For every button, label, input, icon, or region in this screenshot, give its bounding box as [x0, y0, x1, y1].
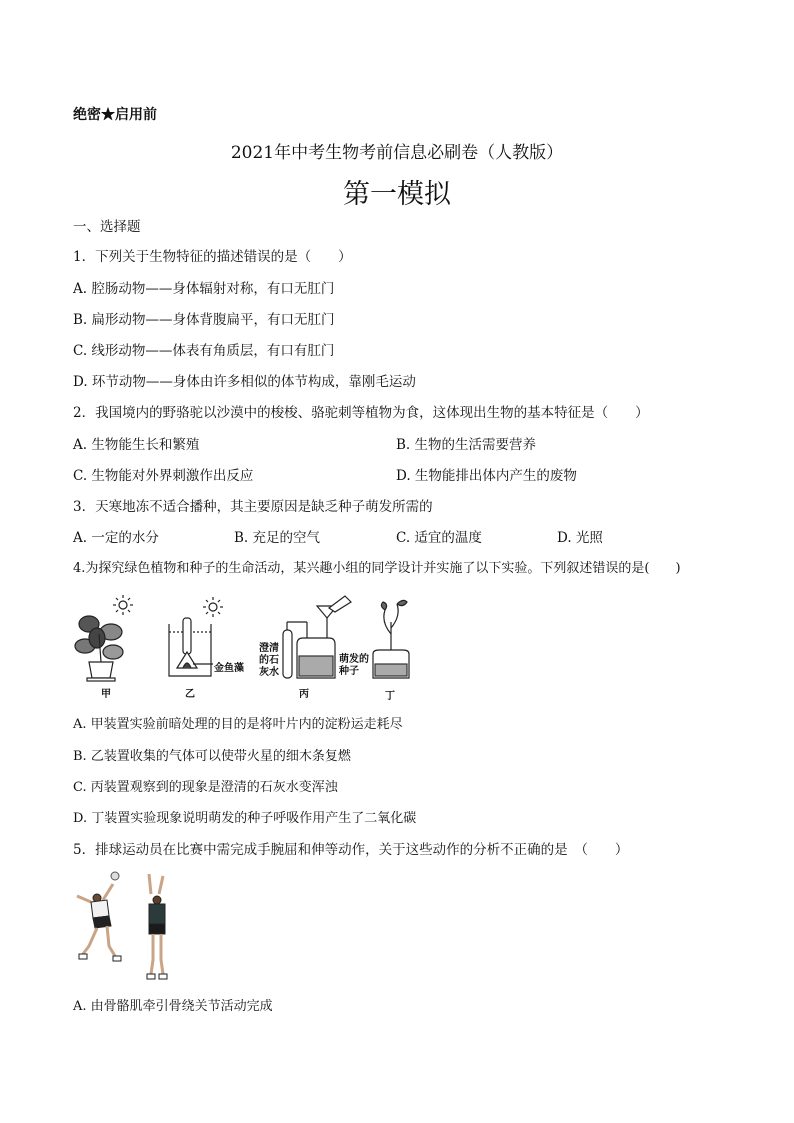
player-1: [77, 884, 121, 961]
experiment-figure: [73, 594, 418, 702]
question-2-stem: 2．我国境内的野骆驼以沙漠中的梭梭、骆驼刺等植物为食，这体现出生物的基本特征是（ ）: [73, 405, 649, 421]
question-3-option-d: D. 光照: [557, 530, 603, 546]
question-2-option-b: B. 生物的生活需要营养: [396, 437, 537, 453]
question-1-stem: 1．下列关于生物特征的描述错误的是（ ）: [73, 249, 352, 265]
question-3-option-b: B. 充足的空气: [234, 530, 321, 546]
seedling-jar-icon: [373, 600, 409, 678]
sun-icon: [203, 597, 223, 617]
question-4-option-b: B. 乙装置收集的气体可以使带火星的细木条复燃: [73, 749, 351, 764]
volleyball-players-illustration: [73, 870, 183, 988]
figure-label-ding: 丁: [385, 691, 395, 702]
question-5-option-a: A. 由骨骼肌牵引骨绕关节活动完成: [73, 999, 273, 1014]
figure-label-germinating-2: 种子: [339, 666, 359, 677]
exam-title: 2021年中考生物考前信息必刷卷（人教版）: [230, 143, 564, 163]
question-2-option-a: A. 生物能生长和繁殖: [73, 437, 200, 453]
question-5-stem: 5．排球运动员在比赛中需完成手腕屈和伸等动作，关于这些动作的分析不正确的是 （ ）: [73, 842, 629, 858]
volleyball-figure: [73, 870, 183, 988]
figure-label-limewater-3: 灰水: [259, 667, 279, 678]
figure-label-limewater-1: 澄清: [259, 643, 279, 654]
question-1-option-d: D. 环节动物——身体由许多相似的体节构成，靠刚毛运动: [73, 374, 416, 390]
sun-icon: [113, 595, 133, 615]
secret-label: 绝密★启用前: [73, 107, 157, 123]
question-4-option-c: C. 丙装置观察到的现象是澄清的石灰水变浑浊: [73, 780, 338, 795]
figure-label-bing: 丙: [299, 689, 309, 700]
question-3-option-a: A. 一定的水分: [73, 530, 159, 546]
beaker-icon: [169, 618, 213, 676]
figure-label-yi: 乙: [185, 689, 195, 700]
question-1-option-a: A. 腔肠动物——身体辐射对称，有口无肛门: [73, 281, 335, 297]
question-4-option-a: A. 甲装置实验前暗处理的目的是将叶片内的淀粉运走耗尽: [73, 717, 403, 732]
potted-plant-icon: [75, 616, 123, 681]
figure-label-germinating-1: 萌发的: [339, 654, 369, 665]
question-3-option-c: C. 适宜的温度: [396, 530, 482, 546]
figure-label-jia: 甲: [101, 689, 111, 700]
question-2-option-c: C. 生物能对外界刺激作出反应: [73, 468, 254, 484]
player-2: [147, 874, 167, 979]
question-3-stem: 3．天寒地冻不适合播种，其主要原因是缺乏种子萌发所需的: [73, 499, 433, 515]
figure-label-goldfish-weed: 金鱼藻: [214, 663, 244, 674]
question-1-option-c: C. 线形动物——体表有角质层，有口有肛门: [73, 343, 335, 359]
question-1-option-b: B. 扁形动物——身体背腹扁平，有口无肛门: [73, 312, 335, 328]
paper-title: 第一模拟: [343, 179, 451, 210]
experiment-illustration: [73, 594, 418, 702]
question-4-stem: 4.为探究绿色植物和种子的生命活动，某兴趣小组的同学设计并实施了以下实验。下列叙述错误的是( ): [73, 561, 681, 576]
question-4-option-d: D. 丁装置实验现象说明萌发的种子呼吸作用产生了二氧化碳: [73, 811, 417, 826]
figure-label-limewater-2: 的石: [259, 655, 279, 666]
question-2-option-d: D. 生物能排出体内产生的废物: [396, 468, 577, 484]
section-title: 一、选择题: [73, 219, 141, 235]
